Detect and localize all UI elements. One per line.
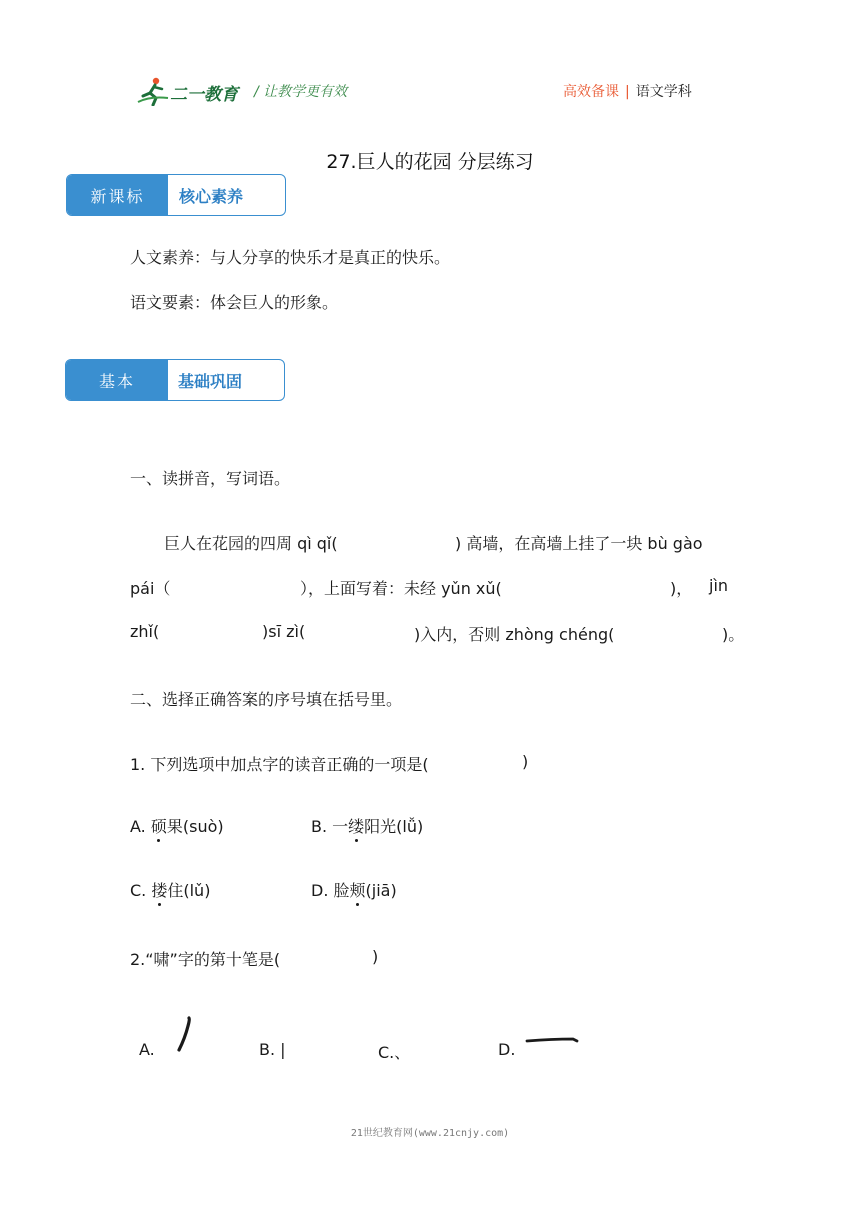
- core-literacy-2: 语文要素：体会巨人的形象。: [130, 293, 339, 312]
- q1-text-2c: )，: [670, 579, 693, 598]
- q2-item2: 2.“啸”字的第十笔是(: [130, 950, 281, 969]
- option-a: [130, 814, 224, 837]
- slogan: / 让教学更有效: [254, 84, 348, 100]
- pie-stroke-icon: [173, 1016, 195, 1054]
- page-footer: 21世纪教育网(www.21cnjy.com): [350, 1128, 510, 1139]
- option-c-dotted-char: 搂: [151, 878, 167, 901]
- q1-text-1b: ) 高墙，在高墙上挂了一块 bù gào: [455, 534, 703, 553]
- q1-text-2b: ），上面写着：未经 yǔn xǔ(: [300, 579, 502, 598]
- header-subject: [563, 81, 692, 101]
- tag-core-right: 核心素养: [179, 186, 244, 206]
- tag-core-left: 新课标: [67, 175, 168, 215]
- q2-item1: 1. 下列选项中加点字的读音正确的一项是(: [130, 755, 429, 774]
- stroke-option-d-label: D.: [498, 1040, 516, 1059]
- option-a-dotted-char: 硕: [151, 814, 167, 837]
- option-d-text: (jiā): [365, 881, 397, 900]
- core-literacy-1: 人文素养：与人分享的快乐才是真正的快乐。: [130, 248, 451, 267]
- stroke-option-c: C.、: [378, 1043, 411, 1062]
- q1-text-1a: 巨人在花园的四周 qì qǐ(: [164, 534, 338, 553]
- option-b-text: 阳光(lǚ): [364, 817, 424, 836]
- page-header: [0, 0, 860, 120]
- header-subject-name: 语文学科: [635, 84, 692, 100]
- q2-item2-end: ): [372, 947, 379, 966]
- option-b-dotted-char: 缕: [348, 814, 364, 837]
- q1-text-2d: jìn: [709, 576, 729, 595]
- page-title: 27.巨人的花园 分层练习: [326, 151, 534, 173]
- option-d-label: D. 脸: [311, 881, 350, 900]
- section-tag-basic: [65, 359, 285, 401]
- option-d: [311, 878, 397, 901]
- option-c: [130, 878, 210, 901]
- option-c-label: C.: [130, 881, 152, 900]
- option-a-text: 果(suò): [166, 817, 224, 836]
- logo-text: 二一教育: [170, 85, 238, 105]
- header-accent: 高效备课: [563, 84, 619, 100]
- q1-text-3a: zhǐ(: [130, 622, 160, 641]
- tag-basic-left: 基本: [66, 360, 168, 400]
- logo: [136, 76, 244, 106]
- q1-text-3c: )入内，否则 zhòng chéng(: [414, 625, 615, 644]
- runner-logo-icon: [136, 76, 170, 106]
- q2-item1-end: ): [522, 752, 529, 771]
- option-c-text: 住(lǔ): [167, 881, 211, 900]
- option-b-label: B. 一: [311, 817, 349, 836]
- section-tag-core: [66, 174, 286, 216]
- stroke-option-b: B. |: [259, 1040, 286, 1059]
- q2-heading: 二、选择正确答案的序号填在括号里。: [130, 690, 403, 709]
- q1-heading: 一、读拼音，写词语。: [130, 469, 291, 488]
- q1-text-3b: )sī zì(: [262, 622, 306, 641]
- header-separator: |: [625, 84, 630, 100]
- tag-basic-right: 基础巩固: [178, 371, 243, 391]
- option-d-dotted-char: 颊: [350, 878, 366, 901]
- stroke-option-a-label: A.: [139, 1040, 155, 1059]
- q1-text-3d: )。: [722, 625, 745, 644]
- option-a-label: A.: [130, 817, 151, 836]
- option-b: [311, 814, 423, 837]
- q1-text-2a: pái（: [130, 579, 171, 598]
- heng-stroke-icon: [525, 1034, 579, 1046]
